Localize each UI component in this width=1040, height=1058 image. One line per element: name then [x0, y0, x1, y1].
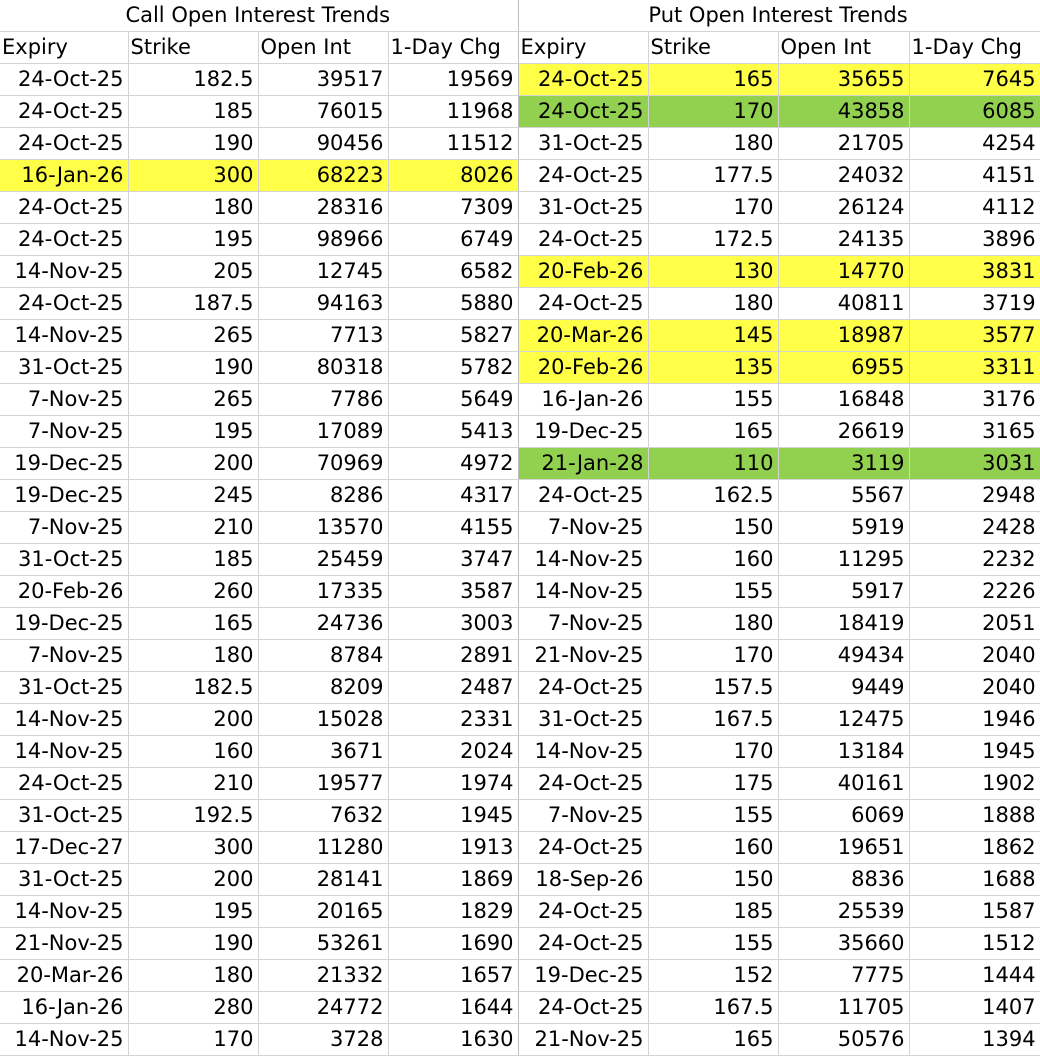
put-1-day-chg-cell[interactable]: 1945: [909, 736, 1040, 768]
call-expiry-cell[interactable]: 19-Dec-25: [0, 480, 128, 512]
call-strike-cell[interactable]: 195: [128, 416, 258, 448]
call-open-int-cell[interactable]: 7713: [258, 320, 388, 352]
put-open-int-cell[interactable]: 35655: [778, 64, 909, 96]
put-1-day-chg-cell[interactable]: 3311: [909, 352, 1040, 384]
call-open-int-cell[interactable]: 8209: [258, 672, 388, 704]
put-1-day-chg-cell[interactable]: 3176: [909, 384, 1040, 416]
put-strike-cell[interactable]: 150: [648, 512, 778, 544]
table-row: [0, 1024, 1040, 1056]
put-open-int-cell[interactable]: 18419: [778, 608, 909, 640]
put-strike-cell[interactable]: 172.5: [648, 224, 778, 256]
call-open-int-cell[interactable]: 28316: [258, 192, 388, 224]
put-open-int-cell[interactable]: 35660: [778, 928, 909, 960]
put-strike-cell[interactable]: 175: [648, 768, 778, 800]
call-expiry-cell[interactable]: 24-Oct-25: [0, 64, 128, 96]
put-strike-cell[interactable]: 160: [648, 832, 778, 864]
call-expiry-cell[interactable]: 14-Nov-25: [0, 896, 128, 928]
put-open-int-cell[interactable]: 6069: [778, 800, 909, 832]
call-expiry-cell[interactable]: 20-Feb-26: [0, 576, 128, 608]
put-expiry-cell[interactable]: 24-Oct-25: [518, 224, 648, 256]
put-open-int-cell[interactable]: 14770: [778, 256, 909, 288]
put-expiry-cell[interactable]: 24-Oct-25: [518, 64, 648, 96]
put-1-day-chg-cell[interactable]: 3577: [909, 320, 1040, 352]
put-open-int-cell[interactable]: 24135: [778, 224, 909, 256]
put-strike-cell[interactable]: 167.5: [648, 992, 778, 1024]
table-row: [0, 128, 1040, 160]
put-section-title[interactable]: Put Open Interest Trends: [518, 0, 1040, 32]
put-expiry-cell[interactable]: 14-Nov-25: [518, 736, 648, 768]
put-1-day-chg-cell[interactable]: 4151: [909, 160, 1040, 192]
call-strike-cell[interactable]: 210: [128, 512, 258, 544]
put-1-day-chg-cell[interactable]: 6085: [909, 96, 1040, 128]
table-row: [0, 704, 1040, 736]
call-strike-cell[interactable]: 180: [128, 640, 258, 672]
call-open-int-cell[interactable]: 13570: [258, 512, 388, 544]
put-strike-cell[interactable]: 155: [648, 384, 778, 416]
call-1-day-chg-cell[interactable]: 5649: [388, 384, 518, 416]
put-open-int-cell[interactable]: 40811: [778, 288, 909, 320]
call-strike-cell[interactable]: 200: [128, 448, 258, 480]
call-strike-cell[interactable]: 200: [128, 864, 258, 896]
put-open-int-cell[interactable]: 50576: [778, 1024, 909, 1056]
call-expiry-cell[interactable]: 19-Dec-25: [0, 448, 128, 480]
put-1-day-chg-cell[interactable]: 2232: [909, 544, 1040, 576]
put-strike-cell[interactable]: 180: [648, 608, 778, 640]
put-expiry-cell[interactable]: 21-Nov-25: [518, 1024, 648, 1056]
call-open-int-cell[interactable]: 12745: [258, 256, 388, 288]
put-open-int-cell[interactable]: 40161: [778, 768, 909, 800]
put-strike-cell[interactable]: 145: [648, 320, 778, 352]
call-expiry-cell[interactable]: 19-Dec-25: [0, 608, 128, 640]
call-open-int-cell[interactable]: 98966: [258, 224, 388, 256]
call-expiry-cell[interactable]: 21-Nov-25: [0, 928, 128, 960]
call-1-day-chg-cell[interactable]: 4317: [388, 480, 518, 512]
call-open-int-cell[interactable]: 24736: [258, 608, 388, 640]
put-open-int-cell[interactable]: 6955: [778, 352, 909, 384]
call-strike-cell[interactable]: 245: [128, 480, 258, 512]
put-1-day-chg-cell[interactable]: 1888: [909, 800, 1040, 832]
call-open-int-cell[interactable]: 70969: [258, 448, 388, 480]
call-strike-cell[interactable]: 165: [128, 608, 258, 640]
call-expiry-cell[interactable]: 24-Oct-25: [0, 224, 128, 256]
call-1-day-chg-cell[interactable]: 8026: [388, 160, 518, 192]
put-strike-cell[interactable]: 160: [648, 544, 778, 576]
put-open-int-cell[interactable]: 5567: [778, 480, 909, 512]
put-open-int-cell[interactable]: 7775: [778, 960, 909, 992]
call-strike-cell[interactable]: 300: [128, 832, 258, 864]
put-1-day-chg-cell[interactable]: 1394: [909, 1024, 1040, 1056]
call-open-int-cell[interactable]: 24772: [258, 992, 388, 1024]
put-expiry-cell[interactable]: 24-Oct-25: [518, 928, 648, 960]
call-open-int-cell[interactable]: 3728: [258, 1024, 388, 1056]
call-strike-cell[interactable]: 190: [128, 128, 258, 160]
put-strike-cell[interactable]: 170: [648, 640, 778, 672]
call-strike-cell[interactable]: 187.5: [128, 288, 258, 320]
put-expiry-cell[interactable]: 18-Sep-26: [518, 864, 648, 896]
put-strike-cell[interactable]: 170: [648, 192, 778, 224]
table-row: [0, 160, 1040, 192]
put-1-day-chg-cell[interactable]: 3831: [909, 256, 1040, 288]
call-strike-cell[interactable]: 300: [128, 160, 258, 192]
call-expiry-cell[interactable]: 14-Nov-25: [0, 736, 128, 768]
put-open-int-cell[interactable]: 26124: [778, 192, 909, 224]
call-strike-cell[interactable]: 280: [128, 992, 258, 1024]
put-expiry-cell[interactable]: 24-Oct-25: [518, 992, 648, 1024]
put-expiry-cell[interactable]: 20-Mar-26: [518, 320, 648, 352]
table-row: [0, 768, 1040, 800]
put-1-day-chg-cell[interactable]: 2051: [909, 608, 1040, 640]
put-expiry-cell[interactable]: 7-Nov-25: [518, 608, 648, 640]
put-1-day-chg-header[interactable]: 1-Day Chg: [909, 32, 1040, 64]
put-1-day-chg-cell[interactable]: 3165: [909, 416, 1040, 448]
put-1-day-chg-cell[interactable]: 1688: [909, 864, 1040, 896]
call-strike-cell[interactable]: 205: [128, 256, 258, 288]
table-row: [0, 480, 1040, 512]
call-open-int-cell[interactable]: 20165: [258, 896, 388, 928]
call-1-day-chg-cell[interactable]: 1644: [388, 992, 518, 1024]
put-1-day-chg-cell[interactable]: 3896: [909, 224, 1040, 256]
call-1-day-chg-cell[interactable]: 4972: [388, 448, 518, 480]
put-expiry-cell[interactable]: 24-Oct-25: [518, 768, 648, 800]
call-expiry-cell[interactable]: 7-Nov-25: [0, 384, 128, 416]
call-1-day-chg-cell[interactable]: 5413: [388, 416, 518, 448]
put-strike-cell[interactable]: 170: [648, 736, 778, 768]
put-open-int-cell[interactable]: 19651: [778, 832, 909, 864]
call-open-int-cell[interactable]: 68223: [258, 160, 388, 192]
table-row: [0, 416, 1040, 448]
call-1-day-chg-cell[interactable]: 1913: [388, 832, 518, 864]
put-expiry-cell[interactable]: 24-Oct-25: [518, 480, 648, 512]
table-row: [0, 192, 1040, 224]
put-open-int-cell[interactable]: 16848: [778, 384, 909, 416]
put-1-day-chg-cell[interactable]: 2040: [909, 672, 1040, 704]
call-expiry-cell[interactable]: 20-Mar-26: [0, 960, 128, 992]
put-strike-cell[interactable]: 157.5: [648, 672, 778, 704]
call-1-day-chg-header[interactable]: 1-Day Chg: [388, 32, 518, 64]
call-section-title[interactable]: Call Open Interest Trends: [0, 0, 518, 32]
call-strike-cell[interactable]: 180: [128, 192, 258, 224]
table-row: [0, 736, 1040, 768]
call-expiry-cell[interactable]: 14-Nov-25: [0, 1024, 128, 1056]
table-row: [0, 896, 1040, 928]
call-open-int-cell[interactable]: 3671: [258, 736, 388, 768]
call-1-day-chg-cell[interactable]: 2891: [388, 640, 518, 672]
table-row: [0, 800, 1040, 832]
put-1-day-chg-cell[interactable]: 3719: [909, 288, 1040, 320]
call-strike-cell[interactable]: 190: [128, 928, 258, 960]
put-strike-cell[interactable]: 150: [648, 864, 778, 896]
put-1-day-chg-cell[interactable]: 1407: [909, 992, 1040, 1024]
put-open-int-cell[interactable]: 43858: [778, 96, 909, 128]
call-strike-cell[interactable]: 195: [128, 896, 258, 928]
put-expiry-cell[interactable]: 31-Oct-25: [518, 192, 648, 224]
call-expiry-cell[interactable]: 31-Oct-25: [0, 672, 128, 704]
call-expiry-cell[interactable]: 24-Oct-25: [0, 288, 128, 320]
put-open-int-header[interactable]: Open Int: [778, 32, 909, 64]
call-strike-cell[interactable]: 185: [128, 544, 258, 576]
call-open-int-cell[interactable]: 94163: [258, 288, 388, 320]
call-1-day-chg-cell[interactable]: 7309: [388, 192, 518, 224]
call-strike-cell[interactable]: 180: [128, 960, 258, 992]
call-expiry-cell[interactable]: 31-Oct-25: [0, 864, 128, 896]
call-strike-cell[interactable]: 265: [128, 384, 258, 416]
put-expiry-cell[interactable]: 24-Oct-25: [518, 672, 648, 704]
table-row: [0, 96, 1040, 128]
put-open-int-cell[interactable]: 3119: [778, 448, 909, 480]
table-row: [0, 608, 1040, 640]
put-expiry-cell[interactable]: 20-Feb-26: [518, 352, 648, 384]
put-expiry-cell[interactable]: 14-Nov-25: [518, 544, 648, 576]
call-open-int-cell[interactable]: 39517: [258, 64, 388, 96]
put-expiry-cell[interactable]: 7-Nov-25: [518, 800, 648, 832]
put-open-int-cell[interactable]: 11705: [778, 992, 909, 1024]
table-row: [0, 640, 1040, 672]
put-strike-cell[interactable]: 162.5: [648, 480, 778, 512]
call-expiry-cell[interactable]: 24-Oct-25: [0, 192, 128, 224]
put-expiry-cell[interactable]: 24-Oct-25: [518, 96, 648, 128]
call-open-int-cell[interactable]: 7632: [258, 800, 388, 832]
call-open-int-cell[interactable]: 8784: [258, 640, 388, 672]
put-strike-header[interactable]: Strike: [648, 32, 778, 64]
put-1-day-chg-cell[interactable]: 2226: [909, 576, 1040, 608]
call-expiry-cell[interactable]: 17-Dec-27: [0, 832, 128, 864]
call-strike-header[interactable]: Strike: [128, 32, 258, 64]
call-expiry-cell[interactable]: 7-Nov-25: [0, 512, 128, 544]
call-1-day-chg-cell[interactable]: 4155: [388, 512, 518, 544]
put-1-day-chg-cell[interactable]: 7645: [909, 64, 1040, 96]
header-row: [0, 32, 1040, 64]
put-strike-cell[interactable]: 155: [648, 800, 778, 832]
put-strike-cell[interactable]: 135: [648, 352, 778, 384]
table-row: [0, 320, 1040, 352]
table-row: [0, 384, 1040, 416]
put-expiry-cell[interactable]: 31-Oct-25: [518, 128, 648, 160]
put-expiry-cell[interactable]: 24-Oct-25: [518, 896, 648, 928]
call-expiry-cell[interactable]: 14-Nov-25: [0, 320, 128, 352]
put-strike-cell[interactable]: 180: [648, 128, 778, 160]
call-1-day-chg-cell[interactable]: 3747: [388, 544, 518, 576]
put-expiry-cell[interactable]: 16-Jan-26: [518, 384, 648, 416]
title-row: [0, 0, 1040, 32]
put-open-int-cell[interactable]: 49434: [778, 640, 909, 672]
call-1-day-chg-cell[interactable]: 11968: [388, 96, 518, 128]
call-open-int-cell[interactable]: 8286: [258, 480, 388, 512]
call-open-int-cell[interactable]: 25459: [258, 544, 388, 576]
put-expiry-cell[interactable]: 21-Nov-25: [518, 640, 648, 672]
call-1-day-chg-cell[interactable]: 1869: [388, 864, 518, 896]
table-row: [0, 672, 1040, 704]
put-strike-cell[interactable]: 167.5: [648, 704, 778, 736]
put-open-int-cell[interactable]: 9449: [778, 672, 909, 704]
put-expiry-cell[interactable]: 19-Dec-25: [518, 960, 648, 992]
put-expiry-cell[interactable]: 21-Jan-28: [518, 448, 648, 480]
call-open-int-header[interactable]: Open Int: [258, 32, 388, 64]
call-strike-cell[interactable]: 182.5: [128, 64, 258, 96]
call-1-day-chg-cell[interactable]: 1974: [388, 768, 518, 800]
call-expiry-cell[interactable]: 31-Oct-25: [0, 352, 128, 384]
put-open-int-cell[interactable]: 18987: [778, 320, 909, 352]
table-row: [0, 864, 1040, 896]
call-expiry-cell[interactable]: 24-Oct-25: [0, 96, 128, 128]
put-strike-cell[interactable]: 185: [648, 896, 778, 928]
call-strike-cell[interactable]: 182.5: [128, 672, 258, 704]
table-row: [0, 352, 1040, 384]
call-strike-cell[interactable]: 210: [128, 768, 258, 800]
table-row: [0, 576, 1040, 608]
put-expiry-cell[interactable]: 7-Nov-25: [518, 512, 648, 544]
call-strike-cell[interactable]: 185: [128, 96, 258, 128]
call-strike-cell[interactable]: 170: [128, 1024, 258, 1056]
call-open-int-cell[interactable]: 7786: [258, 384, 388, 416]
call-expiry-cell[interactable]: 24-Oct-25: [0, 768, 128, 800]
call-1-day-chg-cell[interactable]: 1630: [388, 1024, 518, 1056]
call-strike-cell[interactable]: 190: [128, 352, 258, 384]
put-open-int-cell[interactable]: 11295: [778, 544, 909, 576]
put-open-int-cell[interactable]: 24032: [778, 160, 909, 192]
call-expiry-cell[interactable]: 31-Oct-25: [0, 800, 128, 832]
put-1-day-chg-cell[interactable]: 2948: [909, 480, 1040, 512]
call-open-int-cell[interactable]: 15028: [258, 704, 388, 736]
call-open-int-cell[interactable]: 19577: [258, 768, 388, 800]
put-strike-cell[interactable]: 177.5: [648, 160, 778, 192]
put-open-int-cell[interactable]: 12475: [778, 704, 909, 736]
call-expiry-cell[interactable]: 14-Nov-25: [0, 256, 128, 288]
put-open-int-cell[interactable]: 25539: [778, 896, 909, 928]
put-strike-cell[interactable]: 155: [648, 928, 778, 960]
call-1-day-chg-cell[interactable]: 3003: [388, 608, 518, 640]
put-strike-cell[interactable]: 110: [648, 448, 778, 480]
call-1-day-chg-cell[interactable]: 11512: [388, 128, 518, 160]
call-1-day-chg-cell[interactable]: 1945: [388, 800, 518, 832]
call-1-day-chg-cell[interactable]: 1690: [388, 928, 518, 960]
put-expiry-cell[interactable]: 31-Oct-25: [518, 704, 648, 736]
call-expiry-cell[interactable]: 24-Oct-25: [0, 128, 128, 160]
put-expiry-cell[interactable]: 24-Oct-25: [518, 160, 648, 192]
call-1-day-chg-cell[interactable]: 2024: [388, 736, 518, 768]
put-strike-cell[interactable]: 165: [648, 1024, 778, 1056]
table-row: [0, 224, 1040, 256]
table-row: [0, 992, 1040, 1024]
call-1-day-chg-cell[interactable]: 6582: [388, 256, 518, 288]
call-strike-cell[interactable]: 200: [128, 704, 258, 736]
call-open-int-cell[interactable]: 21332: [258, 960, 388, 992]
call-strike-cell[interactable]: 265: [128, 320, 258, 352]
put-1-day-chg-cell[interactable]: 2428: [909, 512, 1040, 544]
put-strike-cell[interactable]: 155: [648, 576, 778, 608]
put-strike-cell[interactable]: 130: [648, 256, 778, 288]
call-expiry-header[interactable]: Expiry: [0, 32, 128, 64]
put-open-int-cell[interactable]: 5919: [778, 512, 909, 544]
put-expiry-cell[interactable]: 24-Oct-25: [518, 288, 648, 320]
table-row: [0, 512, 1040, 544]
put-strike-cell[interactable]: 165: [648, 416, 778, 448]
call-open-int-cell[interactable]: 90456: [258, 128, 388, 160]
put-1-day-chg-cell[interactable]: 1512: [909, 928, 1040, 960]
call-open-int-cell[interactable]: 17335: [258, 576, 388, 608]
put-strike-cell[interactable]: 170: [648, 96, 778, 128]
call-expiry-cell[interactable]: 14-Nov-25: [0, 704, 128, 736]
call-1-day-chg-cell[interactable]: 1657: [388, 960, 518, 992]
call-open-int-cell[interactable]: 28141: [258, 864, 388, 896]
table-row: [0, 288, 1040, 320]
table-row: [0, 960, 1040, 992]
call-1-day-chg-cell[interactable]: 5827: [388, 320, 518, 352]
put-1-day-chg-cell[interactable]: 4112: [909, 192, 1040, 224]
table-row: [0, 256, 1040, 288]
call-expiry-cell[interactable]: 7-Nov-25: [0, 416, 128, 448]
call-open-int-cell[interactable]: 11280: [258, 832, 388, 864]
put-expiry-header[interactable]: Expiry: [518, 32, 648, 64]
put-open-int-cell[interactable]: 13184: [778, 736, 909, 768]
call-open-int-cell[interactable]: 17089: [258, 416, 388, 448]
put-expiry-cell[interactable]: 24-Oct-25: [518, 832, 648, 864]
put-1-day-chg-cell[interactable]: 4254: [909, 128, 1040, 160]
put-open-int-cell[interactable]: 21705: [778, 128, 909, 160]
put-1-day-chg-cell[interactable]: 1587: [909, 896, 1040, 928]
call-expiry-cell[interactable]: 7-Nov-25: [0, 640, 128, 672]
put-expiry-cell[interactable]: 14-Nov-25: [518, 576, 648, 608]
table-row: [0, 64, 1040, 96]
put-1-day-chg-cell[interactable]: 1862: [909, 832, 1040, 864]
put-strike-cell[interactable]: 165: [648, 64, 778, 96]
table-row: [0, 544, 1040, 576]
call-1-day-chg-cell[interactable]: 5782: [388, 352, 518, 384]
put-expiry-cell[interactable]: 19-Dec-25: [518, 416, 648, 448]
call-strike-cell[interactable]: 260: [128, 576, 258, 608]
call-1-day-chg-cell[interactable]: 6749: [388, 224, 518, 256]
call-strike-cell[interactable]: 160: [128, 736, 258, 768]
call-open-int-cell[interactable]: 53261: [258, 928, 388, 960]
put-1-day-chg-cell[interactable]: 2040: [909, 640, 1040, 672]
table-row: [0, 448, 1040, 480]
put-open-int-cell[interactable]: 5917: [778, 576, 909, 608]
call-strike-cell[interactable]: 192.5: [128, 800, 258, 832]
put-open-int-cell[interactable]: 8836: [778, 864, 909, 896]
call-1-day-chg-cell[interactable]: 5880: [388, 288, 518, 320]
put-open-int-cell[interactable]: 26619: [778, 416, 909, 448]
put-1-day-chg-cell[interactable]: 1444: [909, 960, 1040, 992]
call-expiry-cell[interactable]: 31-Oct-25: [0, 544, 128, 576]
call-expiry-cell[interactable]: 16-Jan-26: [0, 992, 128, 1024]
call-open-int-cell[interactable]: 76015: [258, 96, 388, 128]
call-1-day-chg-cell[interactable]: 19569: [388, 64, 518, 96]
table-row: [0, 928, 1040, 960]
put-strike-cell[interactable]: 180: [648, 288, 778, 320]
call-expiry-cell[interactable]: 16-Jan-26: [0, 160, 128, 192]
put-1-day-chg-cell[interactable]: 3031: [909, 448, 1040, 480]
put-expiry-cell[interactable]: 20-Feb-26: [518, 256, 648, 288]
call-open-int-cell[interactable]: 80318: [258, 352, 388, 384]
put-1-day-chg-cell[interactable]: 1902: [909, 768, 1040, 800]
call-1-day-chg-cell[interactable]: 1829: [388, 896, 518, 928]
call-1-day-chg-cell[interactable]: 2331: [388, 704, 518, 736]
put-strike-cell[interactable]: 152: [648, 960, 778, 992]
table-row: [0, 832, 1040, 864]
call-1-day-chg-cell[interactable]: 2487: [388, 672, 518, 704]
call-strike-cell[interactable]: 195: [128, 224, 258, 256]
put-1-day-chg-cell[interactable]: 1946: [909, 704, 1040, 736]
call-1-day-chg-cell[interactable]: 3587: [388, 576, 518, 608]
